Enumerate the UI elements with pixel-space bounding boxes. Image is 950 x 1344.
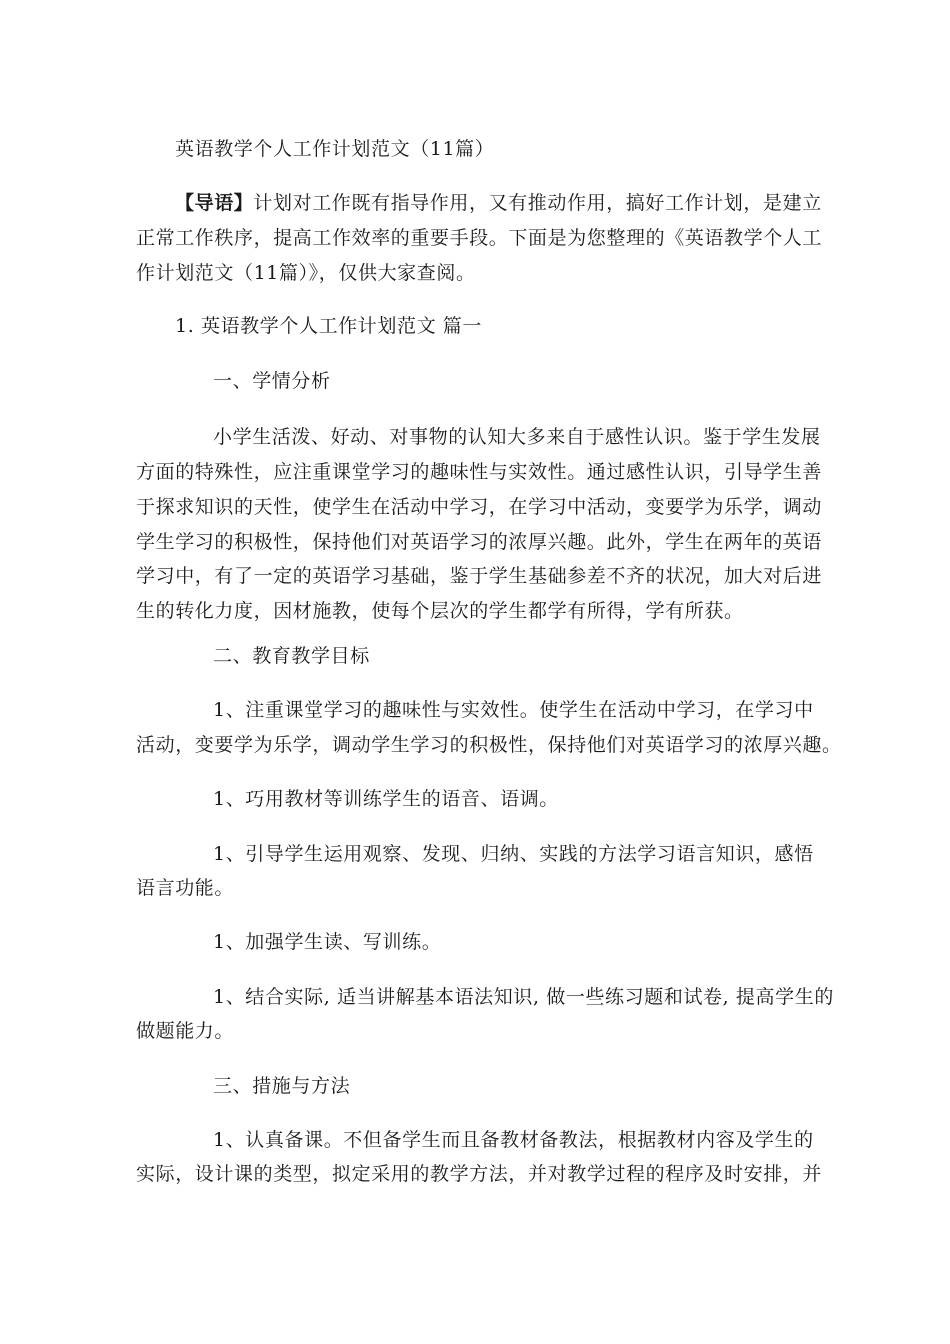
- part2-item1-line-1: 1、注重课堂学习的趣味性与实效性。使学生在活动中学习，在学习中: [213, 699, 814, 721]
- part2-item3-line-1: 1、引导学生运用观察、发现、归纳、实践的方法学习语言知识，感悟: [213, 843, 814, 865]
- intro-line-1: [175, 191, 822, 215]
- part1-line-4: 学生学习的积极性，保持他们对英语学习的浓厚兴趣。此外，学生在两年的英语: [136, 531, 823, 553]
- part3-item1-line-1: 1、认真备课。不但备学生而且备教材备教法，根据教材内容及学生的: [213, 1129, 814, 1151]
- part2-heading: 二、教育教学目标: [213, 645, 370, 667]
- part2-item3-line-2: 语言功能。: [136, 877, 235, 899]
- intro-label: 【导语】: [175, 192, 254, 214]
- part1-line-3: 于探求知识的天性，使学生在活动中学习，在学习中活动，变要学为乐学，调动: [136, 496, 823, 518]
- intro-line-2: 正常工作秩序，提高工作效率的重要手段。下面是为您整理的《英语教学个人工: [136, 227, 823, 249]
- part2-item2-line-1: 1、巧用教材等训练学生的语音、语调。: [213, 788, 559, 810]
- part2-item4-line-1: 1、加强学生读、写训练。: [213, 931, 442, 953]
- part1-line-6: 生的转化力度，因材施教，使每个层次的学生都学有所得，学有所获。: [136, 600, 744, 622]
- part1-line-5: 学习中，有了一定的英语学习基础，鉴于学生基础参差不齐的状况，加大对后进: [136, 565, 823, 587]
- part3-heading: 三、措施与方法: [213, 1075, 351, 1097]
- intro-line-3: 作计划范文（11篇）》，仅供大家查阅。: [136, 262, 476, 284]
- part2-item1-line-2: 活动，变要学为乐学，调动学生学习的积极性，保持他们对英语学习的浓厚兴趣。: [136, 734, 842, 756]
- intro-text: 计划对工作既有指导作用，又有推动作用，搞好工作计划，是建立: [253, 192, 822, 214]
- part3-item1-line-2: 实际，设计课的类型，拟定采用的教学方法，并对教学过程的程序及时安排，并: [136, 1163, 823, 1185]
- document-title: 英语教学个人工作计划范文（11篇）: [175, 138, 495, 160]
- part1-heading: 一、学情分析: [213, 370, 331, 392]
- part2-item5-line-1: 1、结合实际, 适当讲解基本语法知识, 做一些练习题和试卷, 提高学生的: [213, 986, 834, 1008]
- part2-item5-line-2: 做题能力。: [136, 1020, 235, 1042]
- part1-line-1: 小学生活泼、好动、对事物的认知大多来自于感性认识。鉴于学生发展: [213, 426, 821, 448]
- section-heading: 1. 英语教学个人工作计划范文 篇一: [175, 315, 483, 337]
- part1-line-2: 方面的特殊性，应注重课堂学习的趣味性与实效性。通过感性认识，引导学生善: [136, 461, 823, 483]
